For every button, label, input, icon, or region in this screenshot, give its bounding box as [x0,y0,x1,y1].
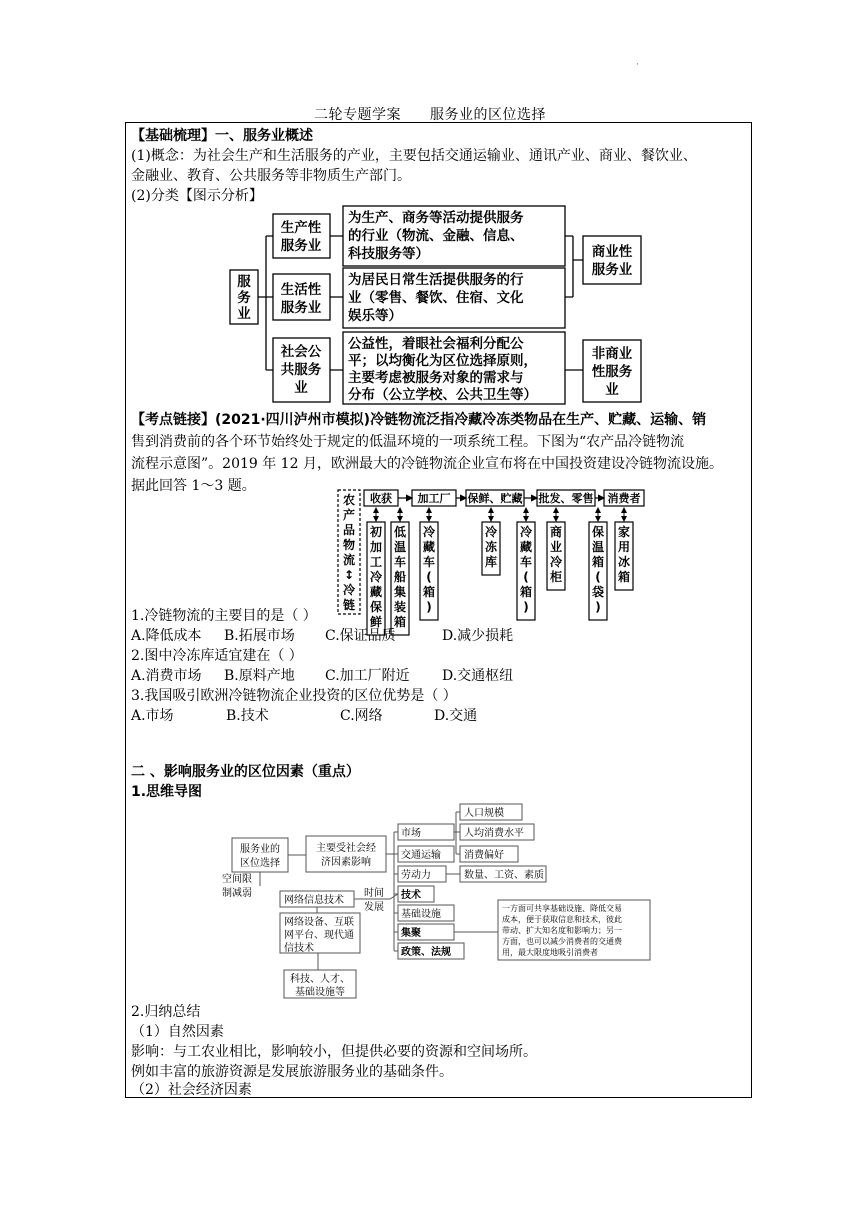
kaodian-text: 【考点链接】(2021·四川泸州市模拟)冷链物流泛指冷藏冷冻类物品在生产、贮藏、运输、销 [131,412,707,428]
mm-network: 网络信息技术 [284,895,344,906]
mm-cluster-note: 一方面可共享基础设施、降低交易 [502,904,622,913]
cat3-name: 共服务 [280,362,322,378]
mm-cluster-note: 带动、扩大知名度和影响力；另一 [502,926,622,935]
question-3-stem: 3.我国吸引欧洲冷链物流企业投资的区位优势是（ ） [131,688,457,704]
mm-net-sub: 信技术 [284,943,314,954]
mm-cluster-note: 方面，也可以减少消费者的交通费 [502,937,622,946]
subitem-char: ( [595,570,601,584]
concept-line-1: (1)概念：为社会生产和生活服务的产业，主要包括交通运输业、通讯产业、商业、餐饮业、 [131,148,697,164]
mm-market-sub: 人口规模 [464,808,504,819]
q3-option-b[interactable]: B.技术 [226,708,269,724]
subitem-char: ) [595,600,601,614]
summary-natural: （1）自然因素 [131,1024,224,1040]
cat1-desc: 为生产、商务等活动提供服务 [348,210,524,226]
result-commercial: 商业性 [591,244,633,260]
subitem-char: 冷 [484,525,498,539]
subitem-char: ) [523,600,529,614]
summary-heading: 2.归纳总结 [131,1004,201,1020]
cat3-desc: 主要考虑被服务对象的需求与 [348,370,524,386]
subitem-char: 箱 [617,570,631,584]
subitem-char: ) [426,600,432,614]
subitem-char: 箱 [519,585,533,599]
subitem-char: 藏 [369,585,383,599]
cat2-desc: 娱乐等） [348,308,402,324]
subitem-char: 冰 [617,555,631,569]
q2-option-c[interactable]: C.加工厂附近 [325,668,410,684]
mm-main: 主要受社会经 [316,843,376,854]
mm-factor: 市场 [401,828,421,839]
q2-option-b[interactable]: B.原料产地 [224,668,295,684]
subitem-char: 冻 [484,540,498,554]
subitem-char: 车 [393,555,407,569]
subitem-char: 冷 [519,525,533,539]
subitem-char: 柜 [549,570,563,584]
subitem-char: 藏 [422,540,436,554]
summary-impact: 影响：与工农业相比，影响较小，但提供必要的资源和空间场所。 [131,1044,537,1060]
subitem-char: 集 [393,585,407,599]
subitem-char: 车 [422,555,436,569]
subitem-char: 装 [393,600,407,614]
concept-line-2: 金融业、教育、公共服务等非物质生产部门。 [131,168,411,184]
side-label-char: 农 [342,493,356,507]
root-char-2: 务 [237,290,251,306]
subitem-char: 工 [369,555,383,569]
subitem-char: 商 [549,525,563,539]
mm-cluster-note: 成本，便于获取信息和技术，彼此 [502,915,622,924]
mm-net-sub: 网平台、现代通 [284,930,354,941]
q1-option-d[interactable]: D.减少损耗 [442,628,514,644]
q1-option-b[interactable]: B.拓展市场 [224,628,295,644]
title-topic: 服务业的区位选择 [429,107,546,123]
q3-option-a[interactable]: A.市场 [131,708,174,724]
mm-market-sub: 人均消费水平 [464,828,524,839]
subitem-char: 用 [617,540,631,554]
mm-root: 服务业的 [240,844,280,855]
result-noncommercial: 性服务 [591,364,633,380]
cat2-name: 服务业 [280,300,322,316]
subitem-char: ( [523,570,529,584]
mm-factor: 劳动力 [401,870,431,881]
subitem-char: 冷 [549,555,563,569]
root-char-3: 业 [237,306,251,322]
mm-net-sub: 网络设备、互联 [284,917,354,928]
subitem-char: 箱 [393,615,407,629]
question-2-stem: 2.图中冷冻库适宜建在（ ） [131,648,303,664]
cat2-name: 生活性 [280,282,322,298]
section2-heading: 二 、影响服务业的区位因素（重点） [131,764,360,780]
mm-factor: 技术 [401,890,421,901]
stage-label: 收获 [370,492,392,505]
summary-example: 例如丰富的旅游资源是发展旅游服务业的基础条件。 [131,1064,453,1080]
side-label-char: 物 [342,538,356,552]
q3-option-d[interactable]: D.交通 [434,708,478,724]
cat1-desc: 科技服务等） [348,246,429,262]
subitem-char: 冷 [369,570,383,584]
subitem-char: 箱 [591,555,605,569]
subitem-char: 车 [519,555,533,569]
mm-space: 空间限 [222,874,252,885]
subitem-char: 家 [617,525,631,539]
mindmap-title: 1.思维导图 [131,784,203,800]
page-title [0,104,860,124]
q1-option-a[interactable]: A.降低成本 [131,628,202,644]
mm-cluster-note: 用，最大限度地吸引消费者 [502,948,598,957]
section1-heading: 【基础梳理】一、服务业概述 [131,128,313,144]
stage-label: 加工厂 [417,492,451,505]
subitem-char: 保 [591,525,605,539]
result-commercial: 服务业 [591,262,633,278]
side-label-char: 冷 [342,583,356,597]
mm-time: 时间 [364,888,384,899]
kaodian-line-1 [131,410,706,430]
question-1-stem: 1.冷链物流的主要目的是（ ） [131,608,317,624]
subitem-char: 温 [591,540,605,554]
cold-chain-diagram [336,486,676,629]
subitem-char: 初 [369,525,383,539]
cat1-name: 生产性 [280,220,322,236]
side-label-char: 链 [342,598,356,612]
stage-label: 批发、零售 [538,492,594,505]
subitem-char: 保 [369,600,383,614]
cat3-name: 业 [294,380,308,396]
result-noncommercial: 非商业 [591,346,633,362]
subitem-char: ( [426,570,432,584]
mm-main: 济因素影响 [321,857,371,868]
subitem-char: 船 [393,570,407,584]
mm-base: 科技、人才、 [290,974,350,985]
kaodian-line-2: 售到消费前的各个环节始终处于规定的低温环境的一项系统工程。下图为“农产品冷链物流 [131,434,685,450]
subitem-char: 温 [393,540,407,554]
mm-market-sub: 消费偏好 [464,850,504,861]
mm-factor: 基础设施 [401,909,441,920]
subitem-char: 加 [369,540,383,554]
classification-diagram [226,204,646,406]
q1-option-c[interactable]: C.保证品质 [325,628,396,644]
q2-option-d[interactable]: D.交通枢纽 [442,668,514,684]
mind-map-diagram [218,800,654,1000]
side-label-char: 品 [342,523,356,537]
root-char-1: 服 [237,274,251,290]
subitem-char: 藏 [519,540,533,554]
mm-time: 发展 [364,902,384,913]
q3-option-c[interactable]: C.网络 [340,708,383,724]
cat2-desc: 为居民日常生活提供服务的行 [348,272,524,288]
side-label-char: 产 [342,508,356,522]
kaodian-line-3: 流程示意图”。2019 年 12 月，欧洲最大的冷链物流企业宣布将在中国投资建设冷链物流设施。 [131,456,723,472]
subitem-char: 鲜 [369,615,383,629]
subitem-char: 业 [549,540,563,554]
cat3-name: 社会公 [280,344,322,360]
corner-mark: · [636,60,639,70]
cat3-desc: 分布（公立学校、公共卫生等） [348,387,537,403]
subitem-char: 库 [484,555,498,569]
q2-option-a[interactable]: A.消费市场 [131,668,202,684]
mm-labor-sub: 数量、工资、素质 [464,870,544,881]
stage-label: 消费者 [607,492,641,505]
result-noncommercial: 业 [605,382,619,398]
mm-base: 基础设施等 [295,987,345,998]
cat3-desc: 平；以均衡化为区位选择原则， [348,353,537,369]
subitem-char: 冷 [422,525,436,539]
mm-space: 制减弱 [222,888,252,899]
stage-label: 保鲜、贮藏 [467,492,523,505]
kaodian-line-4: 据此回答 1～3 题。 [131,478,256,494]
mm-factor: 集聚 [401,928,421,939]
subitem-char: 低 [393,525,407,539]
classification-line: (2)分类【图示分析】 [131,188,263,204]
cat1-name: 服务业 [280,238,322,254]
mm-factor: 政策、法规 [401,947,451,958]
title-series: 二轮专题学案 [314,107,402,123]
subitem-char: 箱 [422,585,436,599]
mm-root: 区位选择 [240,858,280,869]
summary-social: （2）社会经济因素 [131,1082,252,1098]
side-label-char: ↕ [343,568,355,582]
mm-factor: 交通运输 [401,850,441,861]
subitem-char: 袋 [591,585,605,599]
cat2-desc: 业（零售、餐饮、住宿、文化 [348,290,524,306]
side-label-char: 流 [342,553,356,567]
cat1-desc: 的行业（物流、金融、信息、 [348,228,524,244]
cat3-desc: 公益性，着眼社会福利分配公 [348,336,524,352]
